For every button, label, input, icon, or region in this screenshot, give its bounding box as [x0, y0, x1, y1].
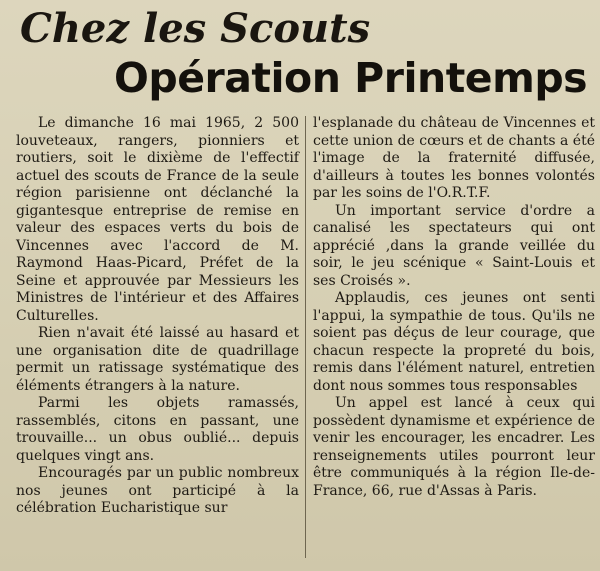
paragraph: l'esplanade du château de Vincennes et cette union de cœurs et de chants a été l'image de la fraternité diffusée, d'ailleurs à toutes les bonnes volontés par les soins de l'O.R.T.F.: [313, 115, 595, 201]
paragraph: Encouragés par un public nombreux nos jeunes ont participé à la célébration Eucharistique sur: [16, 465, 299, 516]
paragraph: Le dimanche 16 mai 1965, 2 500 louveteaux, rangers, pionniers et routiers, soit le dixième de l'effectif actuel des scouts de France de la seule région parisienne ont déclanché la gigantesque entreprise de remise en valeur des espaces verts du bois de Vincennes avec l'accord de M. Raymond Haas-Picard, Préfet de la Seine et approuvée par Messieurs les Ministres de l'intérieur et des Affaires Culturelles.: [16, 115, 299, 324]
paragraph: Un important service d'ordre a canalisé les spectateurs qui ont apprécié ,dans la grande veillée du soir, le jeu scénique « Saint-Louis et ses Croisés ».: [313, 202, 595, 289]
paragraph: Parmi les objets ramassés, rassemblés, citons en passant, une trouvaille... un obus oublié... depuis quelques vingt ans.: [16, 395, 299, 464]
headline: Opération Printemps: [114, 54, 588, 102]
right-column: [313, 115, 595, 500]
paragraph: Applaudis, ces jeunes ont senti l'appui, la sympathie de tous. Qu'ils ne soient pas déçus de leur courage, que chacun respecte la propreté du bois, remis dans l'élément naturel, entretien dont nous sommes tous responsables: [313, 290, 595, 394]
column-divider: [305, 116, 306, 558]
paragraph: Un appel est lancé à ceux qui possèdent dynamisme et expérience de venir les encourager, les encadrer. Les renseignements utiles pourront leur être communiqués à la région Ile-de-France, 66, rue d'Assas à Paris.: [313, 395, 595, 499]
kicker-title: Chez les Scouts: [20, 5, 371, 52]
paragraph: Rien n'avait été laissé au hasard et une organisation dite de quadrillage permit un ratissage systématique des éléments étrangers à la nature.: [16, 325, 299, 394]
left-column: [16, 115, 299, 518]
